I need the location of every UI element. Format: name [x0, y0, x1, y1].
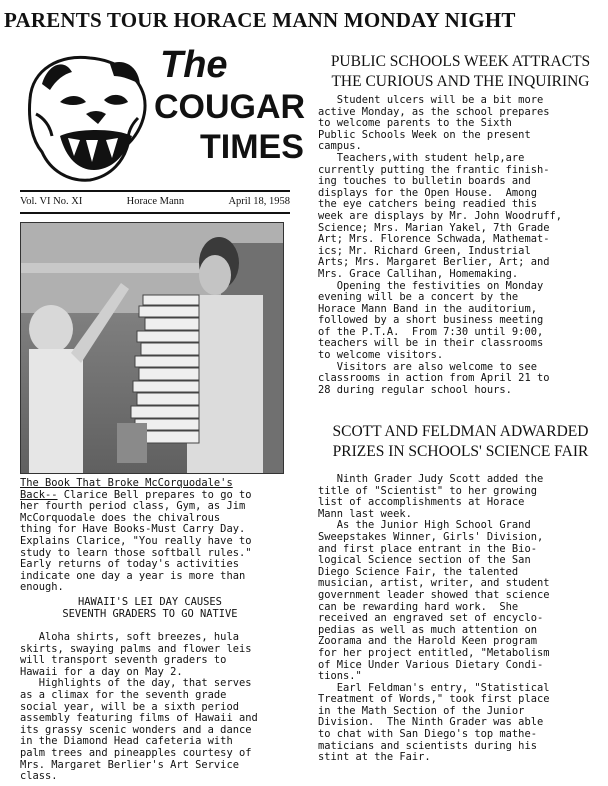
caption-line-8: enough.: [20, 581, 64, 594]
masthead-the: The: [160, 44, 228, 86]
masthead-times: TIMES: [200, 127, 304, 166]
caption-line-5: study to learn those softball rules.": [20, 546, 252, 559]
masthead-cougar: COUGAR: [154, 87, 306, 126]
dateline: [20, 196, 290, 207]
photo-caption: [20, 478, 251, 594]
caption-title-line1: The Book That Broke McCorquodale's: [20, 477, 233, 489]
caption-line-1: her fourth period class, Gym, as Jim: [20, 500, 246, 513]
public-schools-title: [318, 52, 603, 92]
caption-line-0: Clarice Bell prepares to go to: [57, 488, 252, 501]
hawaii-subhead-line2: SEVENTH GRADERS TO GO NATIVE: [62, 607, 238, 620]
page-headline: PARENTS TOUR HORACE MANN MONDAY NIGHT: [4, 8, 516, 32]
public-schools-title-line1: PUBLIC SCHOOLS WEEK ATTRACTS: [330, 53, 591, 70]
school-name: Horace Mann: [126, 196, 185, 207]
caption-line-4: Explains Clarice, "You really have to: [20, 534, 252, 547]
caption-line-2: McCorquodale does the chivalrous: [20, 511, 221, 524]
science-fair-body: Ninth Grader Judy Scott added the title of "Scientist" to her growing list of accomplishments at Horace Mann last week. As the Junior High School Grand Sweepstakes Winner, Girls' Division, and first place entrant in the Bio- logical Science section of the San Diego Science Fair, the talented musician, artist, writer, and student government leader showed that science can be rewarding hard work. She received an engraved set of encyclo- pedias as well as much attention on Zoorama and the Harold Keen program for her project entitled, "Metabolism of Mice Under Various Dietary Condi- tions." Earl Feldman's entry, "Statistical Treatment of Words," took first place in the Math Section of the Junior Division. The Ninth Grader was able to chat with San Diego's top mathe- maticians and scientists during his stint at the Fair.: [318, 473, 550, 764]
hawaii-subhead: [30, 597, 270, 620]
masthead-rule-top: [20, 190, 290, 192]
cougar-head-icon: [20, 44, 150, 184]
caption-line-7: indicate one day a year is more than: [20, 569, 246, 582]
issue-date: April 18, 1958: [228, 196, 290, 207]
science-fair-title-line2: PRIZES IN SCHOOLS' SCIENCE FAIR: [332, 443, 589, 460]
hawaii-body: Aloha shirts, soft breezes, hula skirts, swaying palms and flower leis will transport seventh graders to Hawaii for a day on May 2. Highlights of the day, that serves as a climax for the seventh grade social year, will be a sixth period assembly featuring films of Hawaii and its grassy scenic wonders and a dance in the Diamond Head cafeteria with palm trees and pineapples courtesy of Mrs. Margaret Berlier's Art Service class.: [20, 631, 258, 783]
caption-line-3: thing for Have Books-Must Carry Day.: [20, 523, 246, 536]
caption-line-6: Early returns of today's activities: [20, 558, 239, 571]
science-fair-title-line1: SCOTT AND FELDMAN ADWARDED: [332, 423, 589, 440]
public-schools-title-line2: THE CURIOUS AND THE INQUIRING: [331, 73, 590, 90]
front-page-photo: [20, 222, 284, 474]
masthead-rule-bottom: [20, 212, 290, 214]
public-schools-body: Student ulcers will be a bit more active Monday, as the school prepares to welcome parents to the Sixth Public Schools Week on the present campus. Teachers,with student help,are currently putting the frantic finish- ing touches to bulletin boards and displays for the Open House. Among the eye catchers being readied this week are displays by Mr. John Woodruff, Science; Mrs. Marian Yakel, 7th Grade Art; Mrs. Florence Schwada, Mathemat- ics; Mr. Richard Green, Industrial Arts; Mrs. Margaret Berlier, Art; and Mrs. Grace Callihan, Homemaking. Opening the festivities on Monday evening will be a concert by the Horace Mann Band in the auditorium, followed by a short business meeting of the P.T.A. From 7:30 until 9:00, teachers will be in their classrooms to welcome visitors. Visitors are also welcome to see classrooms in action from April 21 to 28 during regular school hours.: [318, 94, 562, 396]
science-fair-title: [318, 422, 603, 462]
photo-students-with-books: [21, 223, 283, 473]
caption-title-line2: Back--: [20, 488, 58, 501]
hawaii-subhead-line1: HAWAII'S LEI DAY CAUSES: [78, 596, 222, 608]
masthead-title: [154, 46, 304, 165]
volume-number: Vol. VI No. XI: [20, 196, 83, 207]
